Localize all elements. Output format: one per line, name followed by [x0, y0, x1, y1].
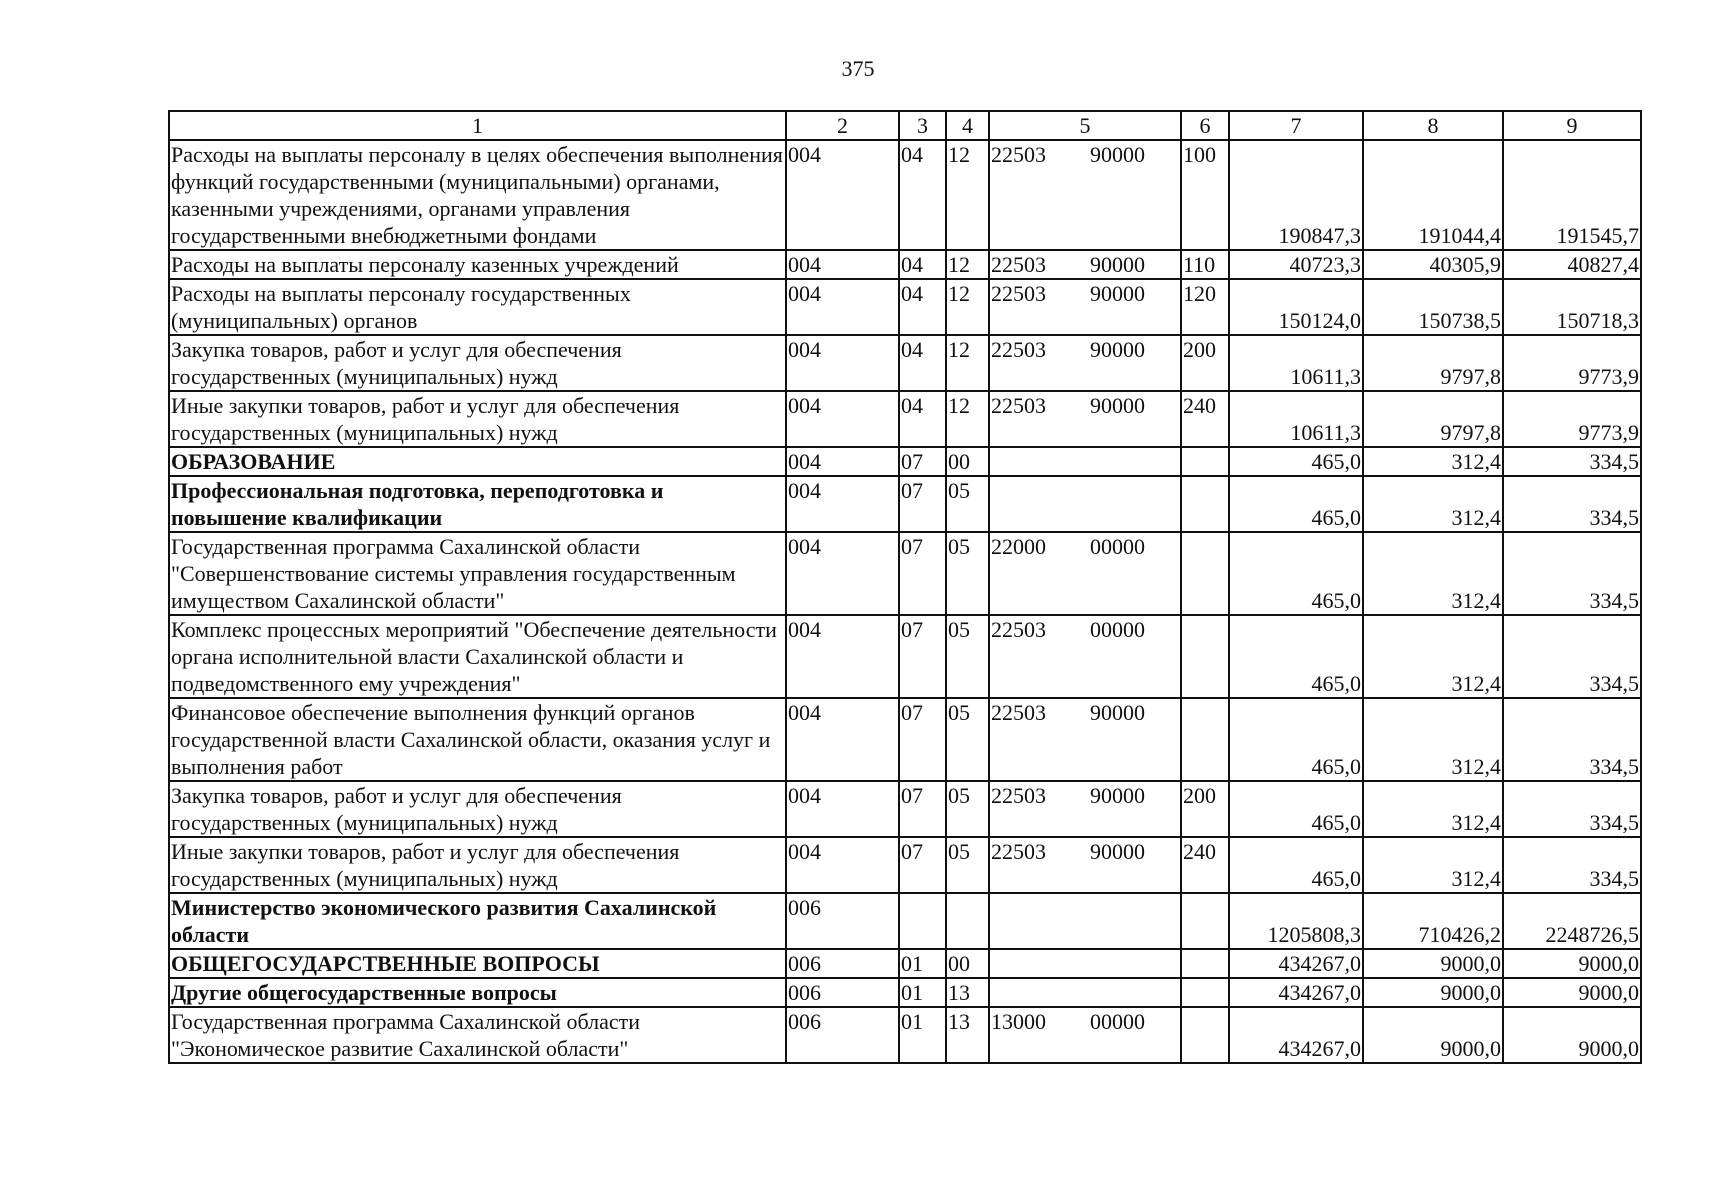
amount-col7: 465,0: [1229, 781, 1363, 837]
target-article-part2: 00000: [1090, 617, 1145, 642]
amount-col9: 334,5: [1503, 698, 1641, 781]
subsection-code: 12: [946, 335, 989, 391]
row-name: Министерство экономического развития Сахалинской области: [169, 893, 786, 949]
target-article-cell: [989, 978, 1181, 1007]
expense-type-code: [1181, 698, 1229, 781]
row-name: Профессиональная подготовка, переподготовка и повышение квалификации: [169, 476, 786, 532]
amount-col8: 191044,4: [1363, 140, 1503, 250]
amount-col8: 150738,5: [1363, 279, 1503, 335]
amount-col7: 465,0: [1229, 698, 1363, 781]
table-row: [169, 279, 1641, 335]
header-cell: 7: [1229, 111, 1363, 140]
subsection-code: 05: [946, 476, 989, 532]
amount-col8: 312,4: [1363, 615, 1503, 698]
subsection-code: 13: [946, 978, 989, 1007]
table-row: [169, 391, 1641, 447]
target-article-cell: [989, 476, 1181, 532]
section-code: 07: [899, 615, 946, 698]
subsection-code: 05: [946, 837, 989, 893]
target-article-cell: [989, 391, 1181, 447]
amount-col9: 334,5: [1503, 476, 1641, 532]
subsection-code: 12: [946, 140, 989, 250]
row-name: Государственная программа Сахалинской области "Экономическое развитие Сахалинской области": [169, 1007, 786, 1063]
expense-type-code: [1181, 532, 1229, 615]
expense-type-code: [1181, 447, 1229, 476]
ministry-code: 006: [786, 949, 899, 978]
header-cell: 2: [786, 111, 899, 140]
amount-col9: 9773,9: [1503, 335, 1641, 391]
expense-type-code: 110: [1181, 250, 1229, 279]
target-article-cell: [989, 335, 1181, 391]
subsection-code: 00: [946, 447, 989, 476]
amount-col8: 312,4: [1363, 447, 1503, 476]
section-code: 04: [899, 279, 946, 335]
target-article-part1: 22503: [991, 783, 1046, 808]
target-article-part2: 00000: [1090, 534, 1145, 559]
amount-col9: 9000,0: [1503, 978, 1641, 1007]
amount-col7: 434267,0: [1229, 1007, 1363, 1063]
amount-col7: 40723,3: [1229, 250, 1363, 279]
row-name: ОБРАЗОВАНИЕ: [169, 447, 786, 476]
section-code: 04: [899, 250, 946, 279]
target-article-cell: [989, 949, 1181, 978]
table-row: [169, 447, 1641, 476]
target-article-cell: [989, 698, 1181, 781]
amount-col9: 40827,4: [1503, 250, 1641, 279]
header-cell: 1: [169, 111, 786, 140]
table-row: [169, 893, 1641, 949]
target-article-part1: 22503: [991, 700, 1046, 725]
subsection-code: 05: [946, 615, 989, 698]
target-article-part2: 90000: [1090, 839, 1145, 864]
target-article-part1: 22503: [991, 337, 1046, 362]
amount-col9: 9000,0: [1503, 949, 1641, 978]
expense-type-code: [1181, 615, 1229, 698]
amount-col7: 465,0: [1229, 615, 1363, 698]
header-cell: 9: [1503, 111, 1641, 140]
header-cell: 3: [899, 111, 946, 140]
header-cell: 6: [1181, 111, 1229, 140]
expense-type-code: [1181, 893, 1229, 949]
section-code: 04: [899, 391, 946, 447]
ministry-code: 004: [786, 532, 899, 615]
amount-col8: 312,4: [1363, 781, 1503, 837]
ministry-code: 004: [786, 698, 899, 781]
ministry-code: 006: [786, 978, 899, 1007]
row-name: Расходы на выплаты персоналу государственных (муниципальных) органов: [169, 279, 786, 335]
target-article-part1: 22503: [991, 281, 1046, 306]
expense-type-code: [1181, 476, 1229, 532]
amount-col9: 150718,3: [1503, 279, 1641, 335]
amount-col7: 465,0: [1229, 837, 1363, 893]
amount-col8: 312,4: [1363, 837, 1503, 893]
ministry-code: 004: [786, 615, 899, 698]
amount-col7: 10611,3: [1229, 335, 1363, 391]
target-article-part1: 22503: [991, 839, 1046, 864]
target-article-part1: 13000: [991, 1009, 1046, 1034]
amount-col8: 9797,8: [1363, 335, 1503, 391]
target-article-part2: 90000: [1090, 142, 1145, 167]
amount-col8: 9000,0: [1363, 978, 1503, 1007]
target-article-cell: [989, 893, 1181, 949]
target-article-part2: 90000: [1090, 783, 1145, 808]
target-article-cell: [989, 837, 1181, 893]
row-name: Закупка товаров, работ и услуг для обеспечения государственных (муниципальных) нужд: [169, 781, 786, 837]
ministry-code: 004: [786, 391, 899, 447]
subsection-code: 12: [946, 279, 989, 335]
section-code: 04: [899, 140, 946, 250]
ministry-code: 006: [786, 1007, 899, 1063]
amount-col9: 334,5: [1503, 615, 1641, 698]
budget-table: [168, 110, 1642, 1064]
section-code: 07: [899, 447, 946, 476]
row-name: Государственная программа Сахалинской области "Совершенствование системы управления государственным имуществом Сахалинской области": [169, 532, 786, 615]
target-article-part1: 22000: [991, 534, 1046, 559]
target-article-cell: [989, 615, 1181, 698]
amount-col9: 191545,7: [1503, 140, 1641, 250]
expense-type-code: 200: [1181, 781, 1229, 837]
target-article-part2: 90000: [1090, 393, 1145, 418]
amount-col8: 9797,8: [1363, 391, 1503, 447]
section-code: 01: [899, 949, 946, 978]
subsection-code: 00: [946, 949, 989, 978]
ministry-code: 004: [786, 335, 899, 391]
table-row: [169, 476, 1641, 532]
section-code: 07: [899, 532, 946, 615]
target-article-part2: 00000: [1090, 1009, 1145, 1034]
table-row: [169, 698, 1641, 781]
target-article-cell: [989, 781, 1181, 837]
expense-type-code: [1181, 1007, 1229, 1063]
table-row: [169, 1007, 1641, 1063]
row-name: Финансовое обеспечение выполнения функций органов государственной власти Сахалинской области, оказания услуг и выполнения работ: [169, 698, 786, 781]
ministry-code: 004: [786, 140, 899, 250]
section-code: 07: [899, 476, 946, 532]
amount-col9: 334,5: [1503, 781, 1641, 837]
target-article-cell: [989, 447, 1181, 476]
section-code: 07: [899, 781, 946, 837]
row-name: Иные закупки товаров, работ и услуг для обеспечения государственных (муниципальных) нужд: [169, 391, 786, 447]
row-name: Другие общегосударственные вопросы: [169, 978, 786, 1007]
table-row: [169, 949, 1641, 978]
expense-type-code: 240: [1181, 391, 1229, 447]
table-header-row: [169, 111, 1641, 140]
header-cell: 4: [946, 111, 989, 140]
amount-col9: 334,5: [1503, 447, 1641, 476]
subsection-code: 05: [946, 781, 989, 837]
section-code: 07: [899, 837, 946, 893]
row-name: Иные закупки товаров, работ и услуг для обеспечения государственных (муниципальных) нужд: [169, 837, 786, 893]
section-code: 01: [899, 1007, 946, 1063]
amount-col7: 190847,3: [1229, 140, 1363, 250]
row-name: Закупка товаров, работ и услуг для обеспечения государственных (муниципальных) нужд: [169, 335, 786, 391]
ministry-code: 004: [786, 781, 899, 837]
amount-col7: 465,0: [1229, 476, 1363, 532]
ministry-code: 004: [786, 447, 899, 476]
section-code: 07: [899, 698, 946, 781]
amount-col8: 9000,0: [1363, 949, 1503, 978]
table-row: [169, 250, 1641, 279]
target-article-part2: 90000: [1090, 337, 1145, 362]
target-article-cell: [989, 279, 1181, 335]
subsection-code: 12: [946, 391, 989, 447]
expense-type-code: [1181, 949, 1229, 978]
amount-col7: 434267,0: [1229, 949, 1363, 978]
ministry-code: 004: [786, 250, 899, 279]
ministry-code: 006: [786, 893, 899, 949]
amount-col9: 2248726,5: [1503, 893, 1641, 949]
subsection-code: [946, 893, 989, 949]
target-article-cell: [989, 532, 1181, 615]
target-article-part1: 22503: [991, 617, 1046, 642]
row-name: ОБЩЕГОСУДАРСТВЕННЫЕ ВОПРОСЫ: [169, 949, 786, 978]
target-article-cell: [989, 1007, 1181, 1063]
table-row: [169, 140, 1641, 250]
section-code: 01: [899, 978, 946, 1007]
ministry-code: 004: [786, 279, 899, 335]
subsection-code: 13: [946, 1007, 989, 1063]
expense-type-code: 120: [1181, 279, 1229, 335]
table-row: [169, 532, 1641, 615]
amount-col9: 9000,0: [1503, 1007, 1641, 1063]
expense-type-code: 100: [1181, 140, 1229, 250]
target-article-part2: 90000: [1090, 281, 1145, 306]
amount-col8: 40305,9: [1363, 250, 1503, 279]
target-article-part1: 22503: [991, 393, 1046, 418]
amount-col8: 312,4: [1363, 532, 1503, 615]
amount-col7: 1205808,3: [1229, 893, 1363, 949]
amount-col9: 9773,9: [1503, 391, 1641, 447]
target-article-cell: [989, 140, 1181, 250]
table-row: [169, 335, 1641, 391]
expense-type-code: [1181, 978, 1229, 1007]
amount-col8: 312,4: [1363, 476, 1503, 532]
target-article-cell: [989, 250, 1181, 279]
amount-col7: 465,0: [1229, 532, 1363, 615]
table-row: [169, 615, 1641, 698]
page-number: 375: [841, 56, 875, 81]
ministry-code: 004: [786, 476, 899, 532]
amount-col7: 10611,3: [1229, 391, 1363, 447]
target-article-part1: 22503: [991, 252, 1046, 277]
expense-type-code: 240: [1181, 837, 1229, 893]
table-row: [169, 978, 1641, 1007]
section-code: [899, 893, 946, 949]
target-article-part1: 22503: [991, 142, 1046, 167]
amount-col8: 312,4: [1363, 698, 1503, 781]
amount-col8: 710426,2: [1363, 893, 1503, 949]
header-cell: 8: [1363, 111, 1503, 140]
amount-col9: 334,5: [1503, 532, 1641, 615]
amount-col7: 434267,0: [1229, 978, 1363, 1007]
amount-col7: 465,0: [1229, 447, 1363, 476]
subsection-code: 12: [946, 250, 989, 279]
amount-col7: 150124,0: [1229, 279, 1363, 335]
subsection-code: 05: [946, 698, 989, 781]
amount-col9: 334,5: [1503, 837, 1641, 893]
row-name: Расходы на выплаты персоналу казенных учреждений: [169, 250, 786, 279]
section-code: 04: [899, 335, 946, 391]
subsection-code: 05: [946, 532, 989, 615]
table-row: [169, 781, 1641, 837]
row-name: Комплекс процессных мероприятий "Обеспечение деятельности органа исполнительной власти Сахалинской области и подведомственного ему учреждения": [169, 615, 786, 698]
table-row: [169, 837, 1641, 893]
expense-type-code: 200: [1181, 335, 1229, 391]
ministry-code: 004: [786, 837, 899, 893]
amount-col8: 9000,0: [1363, 1007, 1503, 1063]
target-article-part2: 90000: [1090, 700, 1145, 725]
target-article-part2: 90000: [1090, 252, 1145, 277]
header-cell: 5: [989, 111, 1181, 140]
row-name: Расходы на выплаты персоналу в целях обеспечения выполнения функций государственными (муниципальными) органами, казенными учреждениями, органами управления государственными внебюджетными фондами: [169, 140, 786, 250]
